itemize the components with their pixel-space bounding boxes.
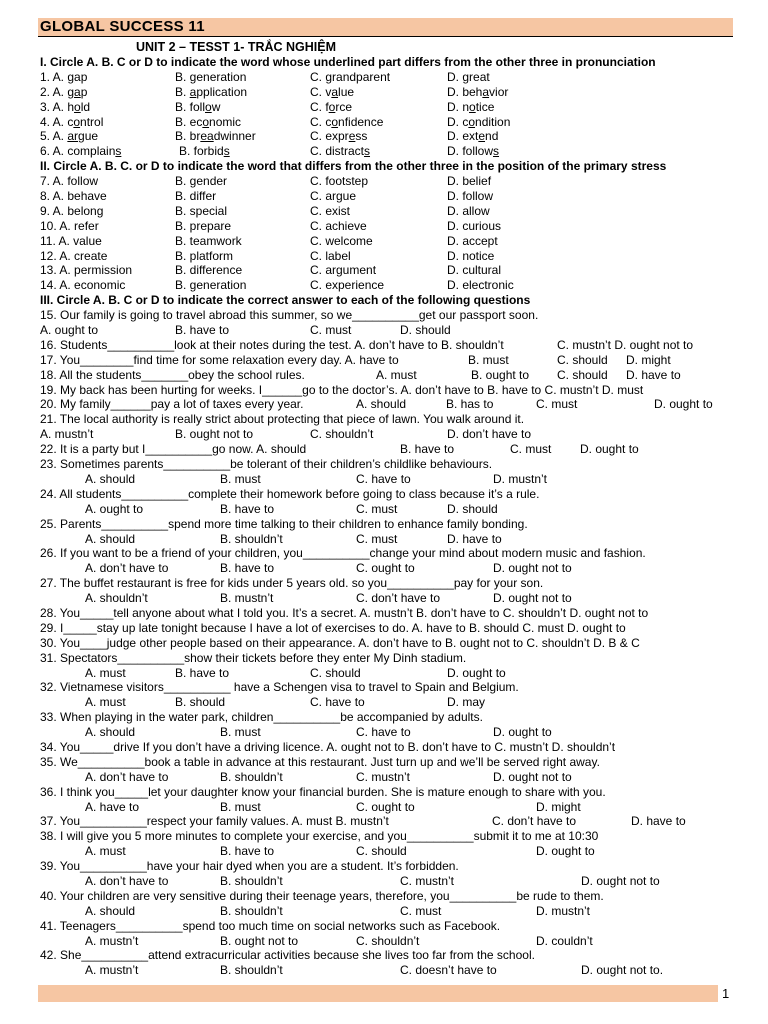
- line-segment: A. don’t have to: [85, 873, 169, 888]
- question-line: [40, 397, 740, 412]
- line-segment: D. have to: [447, 531, 502, 546]
- line-segment: D. ought to: [580, 442, 639, 457]
- line-segment: D. couldn’t: [536, 933, 593, 948]
- line-segment: D. electronic: [447, 278, 514, 293]
- line-segment: 38. I will give you 5 more minutes to complete your exercise, and you__________submit it to me at 10:30: [40, 829, 599, 844]
- line-segment: 8. A. behave: [40, 189, 107, 204]
- line-segment: B. ought to: [471, 367, 530, 382]
- line-segment: 6. A. complains: [40, 144, 122, 159]
- line-segment: 5. A. argue: [40, 129, 99, 144]
- line-segment: C. don’t have to: [492, 814, 577, 829]
- line-segment: D. great: [447, 69, 490, 84]
- question-line: [40, 591, 740, 606]
- question-line: [40, 680, 740, 695]
- line-segment: C. argue: [310, 189, 357, 204]
- question-line: [40, 651, 740, 666]
- underlined-part: g: [67, 69, 75, 84]
- line-segment: B. shouldn’t: [220, 769, 283, 784]
- page-number: 1: [722, 986, 730, 1001]
- underlined-part: g: [189, 69, 197, 84]
- section-heading: III. Circle A. B. C or D to indicate the correct answer to each of the following questions: [40, 293, 531, 308]
- line-segment: B. teamwork: [175, 233, 242, 248]
- question-line: [40, 755, 740, 770]
- underlined-part: s: [493, 144, 500, 159]
- question-line: [40, 368, 740, 383]
- line-segment: B. should: [175, 695, 226, 710]
- line-segment: C. must: [400, 903, 442, 918]
- line-segment: A. must: [376, 367, 417, 382]
- question-line: [40, 115, 740, 130]
- line-segment: A. should: [356, 397, 407, 412]
- question-line: [40, 100, 740, 115]
- line-segment: D. extend: [447, 129, 499, 144]
- question-line: [40, 249, 740, 264]
- line-segment: D. ought to: [654, 397, 713, 412]
- underlined-part: g: [462, 69, 470, 84]
- line-segment: C. must: [356, 501, 398, 516]
- underlined-part: o: [468, 114, 476, 129]
- line-segment: 31. Spectators__________show their tickets before they enter My Dinh stadium.: [40, 650, 467, 665]
- question-line: [40, 710, 740, 725]
- line-segment: 33. When playing in the water park, children__________be accompanied by adults.: [40, 710, 483, 725]
- question-line: [40, 353, 740, 368]
- line-segment: 28. You_____tell anyone about what I told you. It’s a secret. A. mustn’t B. don’t have to C. shouldn’t D. ought not to: [40, 605, 649, 620]
- line-segment: B. application: [175, 84, 248, 99]
- worksheet-content: [40, 40, 740, 978]
- underlined-part: o: [469, 99, 476, 114]
- question-line: [40, 412, 740, 427]
- line-segment: B. platform: [175, 248, 234, 263]
- line-segment: B. forbids: [179, 144, 230, 159]
- line-segment: B. have to: [220, 501, 275, 516]
- line-segment: A. must: [85, 844, 126, 859]
- line-segment: A. shouldn’t: [85, 591, 148, 606]
- line-segment: C. should: [557, 367, 608, 382]
- underlined-part: o: [202, 114, 210, 129]
- line-segment: C. force: [310, 99, 353, 114]
- question-line: [40, 308, 740, 323]
- question-line: [40, 442, 740, 457]
- question-line: [40, 546, 740, 561]
- line-segment: A. should: [85, 903, 136, 918]
- line-segment: 1. A. gap: [40, 69, 88, 84]
- line-segment: D. behavior: [447, 84, 509, 99]
- line-segment: B. follow: [175, 99, 221, 114]
- question-line: [40, 204, 740, 219]
- line-segment: 37. You__________respect your family values. A. must B. mustn’t: [40, 814, 389, 829]
- line-segment: 22. It is a party but I__________go now. A. should: [40, 442, 307, 457]
- line-segment: D. ought not to: [493, 591, 572, 606]
- line-segment: B. generation: [175, 69, 247, 84]
- line-segment: 12. A. create: [40, 248, 108, 263]
- question-line: [40, 963, 740, 978]
- line-segment: C. ought to: [356, 799, 415, 814]
- underlined-part: a: [189, 84, 197, 99]
- line-segment: D. follow: [447, 189, 494, 204]
- line-segment: B. mustn’t: [220, 591, 274, 606]
- line-segment: B. difference: [175, 263, 243, 278]
- line-segment: C. express: [310, 129, 368, 144]
- line-segment: A. don’t have to: [85, 769, 169, 784]
- line-segment: A. ought to: [85, 501, 144, 516]
- line-segment: A. have to: [85, 799, 140, 814]
- line-segment: D. mustn’t: [536, 903, 591, 918]
- line-segment: B. differ: [175, 189, 217, 204]
- question-line: [40, 323, 740, 338]
- line-segment: B. prepare: [175, 218, 232, 233]
- line-segment: B. has to: [446, 397, 494, 412]
- line-segment: D. ought to: [493, 725, 552, 740]
- line-segment: D. don’t have to: [447, 427, 532, 442]
- question-line: [40, 770, 740, 785]
- line-segment: 15. Our family is going to travel abroad this summer, so we__________get our passport soon.: [40, 308, 539, 323]
- underlined-part: a: [331, 84, 339, 99]
- line-segment: D. mustn’t: [493, 471, 548, 486]
- underlined-part: o: [331, 114, 339, 129]
- line-segment: 42. She__________attend extracurricular activities because she lives too far from the school.: [40, 948, 535, 963]
- line-segment: B. have to: [220, 561, 275, 576]
- line-segment: C. must: [356, 531, 398, 546]
- line-segment: A. mustn’t: [40, 427, 94, 442]
- question-line: [40, 844, 740, 859]
- line-segment: C. achieve: [310, 218, 367, 233]
- question-line: [40, 859, 740, 874]
- line-segment: D. notice: [447, 99, 495, 114]
- question-line: [40, 427, 740, 442]
- line-segment: D. should: [447, 501, 498, 516]
- question-line: [40, 800, 740, 815]
- line-segment: C. welcome: [310, 233, 373, 248]
- question-line: [40, 129, 740, 144]
- question-line: [40, 636, 740, 651]
- line-segment: C. mustn’t: [356, 769, 411, 784]
- line-segment: 10. A. refer: [40, 218, 99, 233]
- question-line: [40, 219, 740, 234]
- unit-title: UNIT 2 – TESST 1- TRẮC NGHIỆM: [136, 40, 337, 54]
- line-segment: 3. A. hold: [40, 99, 91, 114]
- question-line: [40, 338, 740, 353]
- question-line: [40, 502, 740, 517]
- question-line: [40, 814, 740, 829]
- line-segment: D. ought not to: [493, 769, 572, 784]
- line-segment: 34. You_____drive If you don’t have a driving licence. A. ought not to B. don’t have to C. mustn’t D. shouldn’t: [40, 739, 616, 754]
- underlined-part: o: [205, 99, 212, 114]
- question-line: [40, 919, 740, 934]
- line-segment: 27. The buffet restaurant is free for kids under 5 years old. so you__________pay for your son.: [40, 576, 544, 591]
- line-segment: D. should: [400, 323, 451, 338]
- line-segment: 19. My back has been hurting for weeks. I______go to the doctor’s. A. don’t have to B. have to C. mustn’t D. must: [40, 382, 644, 397]
- line-segment: 16. Students__________look at their notes during the test. A. don’t have to B. shouldn’t: [40, 337, 504, 352]
- line-segment: 30. You____judge other people based on their appearance. A. don’t have to B. ought not to C. shouldn’t D. B & C: [40, 635, 640, 650]
- question-line: [40, 174, 740, 189]
- line-segment: A. should: [85, 471, 136, 486]
- underlined-part: s: [223, 144, 230, 159]
- underlined-part: a: [74, 84, 81, 99]
- question-line: [40, 948, 740, 963]
- line-segment: C. experience: [310, 278, 385, 293]
- question-line: [40, 695, 740, 710]
- line-segment: C. have to: [356, 725, 411, 740]
- underlined-part: g: [325, 69, 333, 84]
- line-segment: B. special: [175, 203, 228, 218]
- line-segment: D. curious: [447, 218, 502, 233]
- line-segment: 13. A. permission: [40, 263, 133, 278]
- line-segment: 40. Your children are very sensitive during their teenage years, therefore, you__________be rude to them.: [40, 888, 604, 903]
- question-line: [40, 278, 740, 293]
- line-segment: D. ought to: [447, 665, 506, 680]
- question-line: [40, 666, 740, 681]
- question-line: [40, 472, 740, 487]
- question-line: [40, 829, 740, 844]
- line-segment: 4. A. control: [40, 114, 104, 129]
- underlined-part: s: [364, 144, 371, 159]
- underlined-part: e: [478, 129, 486, 144]
- underlined-part: o: [73, 114, 81, 129]
- section-heading: II. Circle A. B. C. or D to indicate the word that differs from the other three in the position of the primary stress: [40, 159, 667, 174]
- question-line: [40, 383, 740, 398]
- question-line: [40, 457, 740, 472]
- line-segment: 20. My family______pay a lot of taxes every year.: [40, 397, 304, 412]
- question-line: [40, 144, 740, 159]
- line-segment: 41. Teenagers__________spend too much time on social networks such as Facebook.: [40, 918, 501, 933]
- line-segment: C. ought to: [356, 561, 415, 576]
- line-segment: A. don’t have to: [85, 561, 169, 576]
- question-line: [40, 517, 740, 532]
- line-segment: C. mustn’t: [400, 873, 455, 888]
- line-segment: 35. We__________book a table in advance at this restaurant. Just turn up and we’ll be served right away.: [40, 754, 600, 769]
- footer-bar: [38, 985, 718, 1002]
- line-segment: 14. A. economic: [40, 278, 126, 293]
- underlined-part: e: [348, 129, 356, 144]
- line-segment: D. ought to: [536, 844, 595, 859]
- line-segment: A. mustn’t: [85, 963, 139, 978]
- section-heading: I. Circle A. B. C or D to indicate the word whose underlined part differs from the other three in pronunciation: [40, 55, 656, 69]
- line-segment: D. have to: [626, 367, 681, 382]
- question-line: [40, 576, 740, 591]
- underlined-part: a: [482, 84, 490, 99]
- line-segment: D. ought not to.: [581, 963, 664, 978]
- line-segment: B. shouldn’t: [220, 873, 283, 888]
- line-segment: 21. The local authority is really strict about protecting that piece of lawn. You walk around it.: [40, 412, 525, 427]
- underlined-part: o: [74, 99, 81, 114]
- line-segment: D. allow: [447, 203, 490, 218]
- question-line: [40, 189, 740, 204]
- underlined-part: ea: [200, 129, 214, 144]
- line-segment: B. have to: [175, 665, 230, 680]
- line-segment: C. should: [557, 352, 608, 367]
- line-segment: D. follows: [447, 144, 500, 159]
- line-segment: C. shouldn’t: [310, 427, 374, 442]
- line-segment: C. must: [536, 397, 578, 412]
- line-segment: B. must: [220, 725, 261, 740]
- line-segment: A. ought to: [40, 323, 99, 338]
- line-segment: C. confidence: [310, 114, 384, 129]
- line-segment: 25. Parents__________spend more time talking to their children to enhance family bonding.: [40, 516, 528, 531]
- line-segment: D. accept: [447, 233, 498, 248]
- line-segment: B. have to: [175, 323, 230, 338]
- line-segment: C. mustn’t D. ought not to: [557, 337, 694, 352]
- question-line: [40, 561, 740, 576]
- question-line: [40, 70, 740, 85]
- line-segment: D. might: [626, 352, 671, 367]
- question-line: [40, 785, 740, 800]
- line-segment: 26. If you want to be a friend of your children, you__________change your mind about modern music and fashion.: [40, 546, 646, 561]
- line-segment: D. may: [447, 695, 486, 710]
- line-segment: D. cultural: [447, 263, 502, 278]
- line-segment: B. economic: [175, 114, 242, 129]
- underlined-part: s: [115, 144, 122, 159]
- line-segment: A. should: [85, 531, 136, 546]
- question-line: [40, 889, 740, 904]
- question-line: [40, 725, 740, 740]
- line-segment: B. ought not to: [220, 933, 299, 948]
- line-segment: B. shouldn’t: [220, 903, 283, 918]
- line-segment: D. might: [536, 799, 581, 814]
- line-segment: C. shouldn’t: [356, 933, 420, 948]
- question-line: [40, 904, 740, 919]
- line-segment: 23. Sometimes parents__________be tolerant of their children’s childlike behaviours.: [40, 457, 493, 472]
- line-segment: C. must: [510, 442, 552, 457]
- line-segment: 17. You________find time for some relaxation every day. A. have to: [40, 352, 399, 367]
- line-segment: B. must: [468, 352, 509, 367]
- line-segment: 11. A. value: [40, 233, 102, 248]
- line-segment: 2. A. gap: [40, 84, 88, 99]
- line-segment: D. condition: [447, 114, 511, 129]
- line-segment: C. footstep: [310, 174, 369, 189]
- line-segment: C. label: [310, 248, 351, 263]
- question-line: [40, 532, 740, 547]
- line-segment: D. have to: [631, 814, 686, 829]
- line-segment: C. grandparent: [310, 69, 391, 84]
- line-segment: B. shouldn’t: [220, 963, 283, 978]
- line-segment: D. notice: [447, 248, 495, 263]
- line-segment: B. breadwinner: [175, 129, 256, 144]
- line-segment: C. doesn’t have to: [400, 963, 497, 978]
- question-line: [40, 934, 740, 949]
- line-segment: 18. All the students_______obey the school rules.: [40, 367, 305, 382]
- line-segment: B. have to: [220, 844, 275, 859]
- line-segment: C. exist: [310, 203, 351, 218]
- line-segment: D. belief: [447, 174, 492, 189]
- line-segment: B. generation: [175, 278, 247, 293]
- question-lines: [40, 55, 740, 978]
- line-segment: B. gender: [175, 174, 228, 189]
- line-segment: C. must: [310, 323, 352, 338]
- line-segment: 9. A. belong: [40, 203, 104, 218]
- header-bar: [38, 18, 733, 37]
- line-segment: C. distracts: [310, 144, 371, 159]
- line-segment: D. ought not to: [493, 561, 572, 576]
- line-segment: 24. All students__________complete their homework before going to class because it’s a rule.: [40, 486, 540, 501]
- line-segment: C. don’t have to: [356, 591, 441, 606]
- question-line: [40, 234, 740, 249]
- line-segment: C. should: [310, 665, 361, 680]
- document-title: GLOBAL SUCCESS 11: [40, 18, 205, 35]
- line-segment: C. have to: [310, 695, 365, 710]
- line-segment: A. must: [85, 695, 126, 710]
- question-line: [40, 621, 740, 636]
- question-line: [40, 263, 740, 278]
- line-segment: 7. A. follow: [40, 174, 99, 189]
- line-segment: D. ought not to: [581, 873, 660, 888]
- question-line: [40, 874, 740, 889]
- line-segment: B. must: [220, 471, 261, 486]
- underlined-part: o: [328, 99, 336, 114]
- line-segment: A. mustn’t: [85, 933, 139, 948]
- underlined-part: ar: [67, 129, 79, 144]
- line-segment: C. argument: [310, 263, 377, 278]
- line-segment: C. should: [356, 844, 407, 859]
- line-segment: B. ought not to: [175, 427, 254, 442]
- question-line: [40, 606, 740, 621]
- line-segment: 36. I think you_____let your daughter know your financial burden. She is mature enough to share with you.: [40, 784, 606, 799]
- line-segment: C. value: [310, 84, 355, 99]
- line-segment: 32. Vietnamese visitors__________ have a Schengen visa to travel to Spain and Belgium.: [40, 680, 519, 695]
- line-segment: B. must: [220, 799, 261, 814]
- line-segment: B. have to: [400, 442, 455, 457]
- question-line: [40, 740, 740, 755]
- line-segment: A. must: [85, 665, 126, 680]
- question-line: [40, 85, 740, 100]
- line-segment: 29. I_____stay up late tonight because I have a lot of exercises to do. A. have to B. should C. must D. ought to: [40, 620, 626, 635]
- line-segment: B. shouldn’t: [220, 531, 283, 546]
- line-segment: C. have to: [356, 471, 411, 486]
- line-segment: A. should: [85, 725, 136, 740]
- question-line: [40, 487, 740, 502]
- line-segment: 39. You__________have your hair dyed when you are a student. It’s forbidden.: [40, 859, 459, 874]
